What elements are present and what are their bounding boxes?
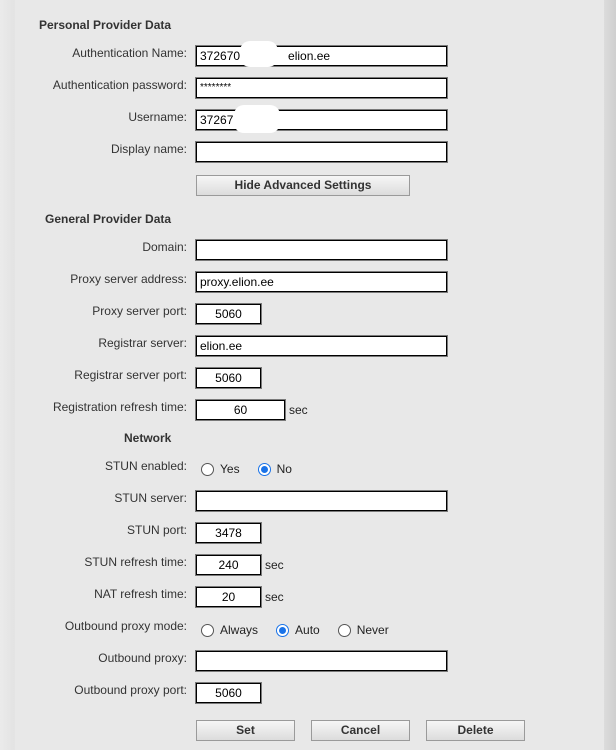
settings-panel — [16, 0, 604, 750]
stun-no-radio[interactable] — [258, 463, 271, 476]
stun-port-input[interactable]: 3478 — [196, 523, 261, 543]
stun-yes-label[interactable]: Yes — [220, 462, 240, 476]
nat-refresh-unit: sec — [265, 590, 284, 604]
registrar-server-label: Registrar server: — [98, 336, 187, 350]
outbound-mode-radio-group — [201, 623, 407, 637]
auth-name-input[interactable] — [196, 46, 447, 66]
outbound-auto-radio[interactable] — [276, 624, 289, 637]
redaction-mask — [240, 41, 278, 67]
auth-name-value-prefix: 372670 — [200, 49, 241, 63]
registrar-port-label: Registrar server port: — [74, 368, 187, 382]
set-button[interactable]: Set — [196, 720, 295, 741]
outbound-port-label: Outbound proxy port: — [74, 683, 187, 697]
stun-refresh-unit: sec — [265, 558, 284, 572]
stun-yes-radio[interactable] — [201, 463, 214, 476]
section-title-network: Network — [124, 431, 172, 445]
display-name-label: Display name: — [110, 142, 187, 156]
outbound-mode-label: Outbound proxy mode: — [64, 619, 187, 633]
stun-enabled-radio-group — [201, 462, 310, 476]
proxy-address-input[interactable]: proxy.elion.ee — [196, 272, 447, 292]
outbound-always-radio[interactable] — [201, 624, 214, 637]
outbound-never-radio[interactable] — [338, 624, 351, 637]
domain-input[interactable] — [196, 240, 447, 260]
stun-refresh-label: STUN refresh time: — [84, 555, 187, 569]
stun-server-input[interactable] — [196, 491, 447, 511]
proxy-address-label: Proxy server address: — [70, 272, 187, 286]
auth-password-label: Authentication password: — [52, 78, 187, 92]
registration-refresh-input[interactable]: 60 — [196, 400, 285, 420]
nat-refresh-label: NAT refresh time: — [94, 587, 187, 601]
registrar-server-input[interactable]: elion.ee — [196, 336, 447, 356]
redaction-mask — [234, 105, 280, 133]
outbound-proxy-input[interactable] — [196, 651, 447, 671]
cancel-button[interactable]: Cancel — [311, 720, 410, 741]
auth-name-label: Authentication Name: — [72, 46, 187, 60]
registrar-port-input[interactable]: 5060 — [196, 368, 261, 388]
display-name-input[interactable] — [196, 142, 447, 162]
outbound-port-input[interactable]: 5060 — [196, 683, 261, 703]
username-label: Username: — [128, 110, 187, 124]
registration-refresh-label: Registration refresh time: — [52, 400, 187, 414]
section-title-personal: Personal Provider Data — [39, 18, 172, 32]
section-title-general: General Provider Data — [45, 212, 172, 226]
nat-refresh-input[interactable]: 20 — [196, 587, 261, 607]
auth-name-value-suffix: elion.ee — [288, 49, 331, 63]
stun-enabled-label: STUN enabled: — [104, 459, 187, 473]
hide-advanced-settings-button[interactable]: Hide Advanced Settings — [196, 175, 410, 196]
outbound-auto-label[interactable]: Auto — [295, 623, 320, 637]
outbound-proxy-label: Outbound proxy: — [98, 651, 187, 665]
auth-password-input[interactable]: ******** — [196, 78, 447, 98]
username-input[interactable]: 37267 — [196, 110, 447, 130]
domain-label: Domain: — [142, 240, 187, 254]
proxy-port-input[interactable]: 5060 — [196, 304, 261, 324]
proxy-port-label: Proxy server port: — [92, 304, 187, 318]
stun-server-label: STUN server: — [114, 491, 187, 505]
stun-port-label: STUN port: — [126, 523, 187, 537]
outbound-always-label[interactable]: Always — [220, 623, 259, 637]
delete-button[interactable]: Delete — [426, 720, 525, 741]
outbound-never-label[interactable]: Never — [356, 623, 389, 637]
stun-refresh-input[interactable]: 240 — [196, 555, 261, 575]
stun-no-label[interactable]: No — [276, 462, 292, 476]
registration-refresh-unit: sec — [289, 403, 308, 417]
